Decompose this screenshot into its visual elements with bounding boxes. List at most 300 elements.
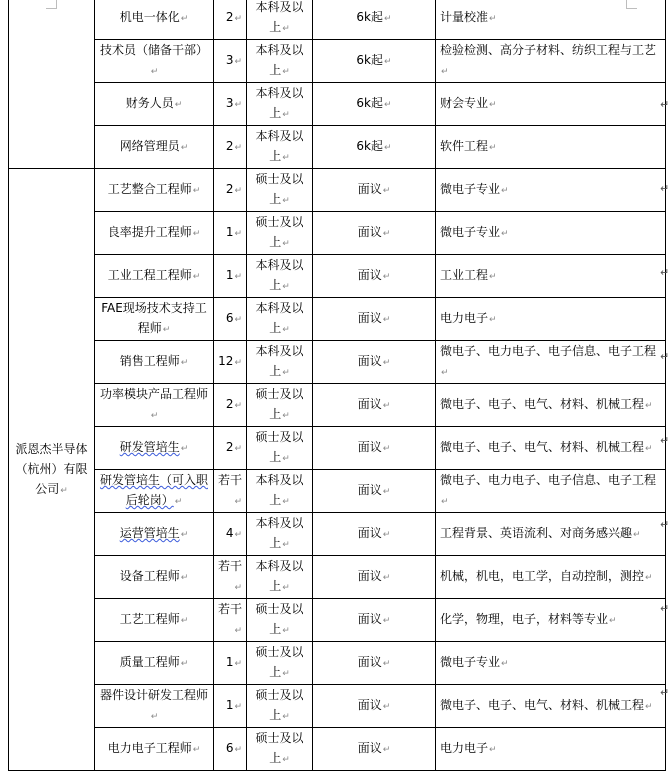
education-cell-text: 硕士及以上	[255, 731, 304, 765]
salary-cell	[313, 212, 436, 255]
position-cell	[95, 126, 214, 169]
position-cell	[95, 685, 214, 728]
paragraph-mark: ↵	[282, 583, 290, 593]
paragraph-mark: ↵	[192, 745, 201, 755]
row-end-mark: ↵	[660, 98, 670, 111]
table-row	[9, 599, 666, 642]
paragraph-mark: ↵	[441, 368, 449, 378]
table-row	[9, 728, 666, 771]
education-cell-text: 本科及以上	[255, 129, 304, 163]
major-cell-text: 微电子、电子、电气、材料、机械工程	[440, 440, 645, 454]
major-cell	[436, 470, 666, 513]
paragraph-mark: ↵	[489, 315, 497, 325]
table-row	[9, 427, 666, 470]
paragraph-mark: ↵	[384, 57, 392, 67]
paragraph-mark: ↵	[192, 272, 201, 282]
position-cell	[95, 169, 214, 212]
salary-cell-text: 面议	[357, 354, 382, 368]
position-cell	[95, 556, 214, 599]
count-cell	[214, 298, 247, 341]
paragraph-mark: ↵	[382, 659, 391, 669]
paragraph-mark: ↵	[60, 485, 68, 496]
paragraph-mark: ↵	[382, 487, 391, 497]
major-cell-text: 微电子专业	[440, 225, 501, 239]
salary-cell	[313, 384, 436, 427]
major-cell	[436, 513, 666, 556]
education-cell-text: 硕士及以上	[255, 215, 304, 249]
count-cell-text: 3	[225, 96, 234, 110]
education-cell-text: 硕士及以上	[255, 602, 304, 636]
position-cell	[95, 212, 214, 255]
education-cell	[247, 384, 313, 427]
salary-cell-text: 6k起	[356, 10, 384, 24]
table-row	[9, 556, 666, 599]
row-end-mark: ↵	[660, 602, 670, 615]
salary-cell	[313, 513, 436, 556]
major-cell-text: 工业工程	[440, 268, 489, 282]
salary-cell	[313, 599, 436, 642]
paragraph-mark: ↵	[234, 14, 242, 24]
table-row	[9, 470, 666, 513]
paragraph-mark: ↵	[609, 616, 617, 626]
paragraph-mark: ↵	[180, 659, 189, 669]
paragraph-mark: ↵	[645, 444, 653, 454]
salary-cell-text: 面议	[357, 655, 382, 669]
paragraph-mark: ↵	[382, 573, 391, 583]
count-cell	[214, 212, 247, 255]
position-cell	[95, 642, 214, 685]
salary-cell	[313, 126, 436, 169]
education-cell-text: 本科及以上	[255, 301, 304, 335]
paragraph-mark: ↵	[282, 411, 290, 421]
paragraph-mark: ↵	[382, 358, 391, 368]
major-cell	[436, 126, 666, 169]
position-cell-text: 财务人员	[125, 96, 174, 110]
count-cell-text: 1	[225, 698, 234, 712]
position-cell-text: FAE现场技术支持工程师	[101, 301, 207, 335]
table-row	[9, 513, 666, 556]
paragraph-mark: ↵	[180, 358, 189, 368]
table-row	[9, 642, 666, 685]
position-cell	[95, 599, 214, 642]
position-cell-text: 工艺整合工程师	[107, 182, 192, 196]
salary-cell-text: 面议	[357, 440, 382, 454]
major-cell-text: 电力电子	[440, 741, 489, 755]
paragraph-mark: ↵	[282, 325, 290, 335]
major-cell-text: 电力电子	[440, 311, 489, 325]
major-cell	[436, 642, 666, 685]
education-cell	[247, 685, 313, 728]
row-end-mark: ↵	[660, 686, 670, 699]
education-cell-text: 本科及以上	[255, 473, 304, 507]
education-cell	[247, 0, 313, 40]
table-row	[9, 0, 666, 40]
salary-cell-text: 面议	[357, 268, 382, 282]
education-cell-text: 本科及以上	[255, 86, 304, 120]
position-cell-text: 研发管培生	[119, 440, 180, 454]
major-cell	[436, 728, 666, 771]
major-cell-text: 微电子专业	[440, 655, 501, 669]
paragraph-mark: ↵	[382, 229, 391, 239]
major-cell	[436, 341, 666, 384]
education-cell-text: 本科及以上	[255, 559, 304, 593]
paragraph-mark: ↵	[234, 745, 242, 755]
position-cell	[95, 384, 214, 427]
count-cell-text: 2	[225, 139, 234, 153]
paragraph-mark: ↵	[180, 616, 189, 626]
paragraph-mark: ↵	[382, 272, 391, 282]
paragraph-mark: ↵	[441, 67, 449, 77]
position-cell	[95, 255, 214, 298]
education-cell	[247, 427, 313, 470]
paragraph-mark: ↵	[382, 745, 391, 755]
education-cell-text: 硕士及以上	[255, 172, 304, 206]
paragraph-mark: ↵	[162, 325, 171, 335]
paragraph-mark: ↵	[180, 444, 189, 454]
paragraph-mark: ↵	[282, 712, 290, 722]
count-cell	[214, 169, 247, 212]
table-row	[9, 83, 666, 126]
count-cell-text: 6	[225, 741, 234, 755]
salary-cell	[313, 427, 436, 470]
paragraph-mark: ↵	[282, 239, 290, 249]
salary-cell	[313, 40, 436, 83]
major-cell-text: 化学，物理，电子，材料等专业	[440, 612, 609, 626]
count-cell-text: 3	[225, 53, 234, 67]
education-cell-text: 本科及以上	[255, 516, 304, 550]
salary-cell-text: 6k起	[356, 139, 384, 153]
salary-cell-text: 面议	[357, 225, 382, 239]
paragraph-mark: ↵	[384, 100, 392, 110]
salary-cell	[313, 642, 436, 685]
count-cell	[214, 40, 247, 83]
major-cell-text: 财会专业	[440, 96, 489, 110]
count-cell-text: 4	[225, 526, 234, 540]
row-end-mark: ↵	[660, 182, 670, 195]
education-cell	[247, 169, 313, 212]
paragraph-mark: ↵	[180, 14, 189, 24]
count-cell-text: 若干	[218, 602, 243, 616]
salary-cell-text: 面议	[357, 483, 382, 497]
paragraph-mark: ↵	[174, 100, 183, 110]
paragraph-mark: ↵	[489, 14, 497, 24]
education-cell	[247, 556, 313, 599]
salary-cell-text: 面议	[357, 569, 382, 583]
company-name-cell	[9, 169, 95, 771]
count-cell	[214, 384, 247, 427]
paragraph-mark: ↵	[282, 540, 290, 550]
count-cell	[214, 556, 247, 599]
education-cell-text: 本科及以上	[255, 258, 304, 292]
count-cell-text: 若干	[218, 559, 243, 573]
education-cell	[247, 470, 313, 513]
count-cell	[214, 642, 247, 685]
salary-cell-text: 面议	[357, 526, 382, 540]
position-cell	[95, 0, 214, 40]
position-cell-text: 工业工程工程师	[107, 268, 192, 282]
education-cell-text: 硕士及以上	[255, 430, 304, 464]
paragraph-mark: ↵	[234, 401, 242, 411]
position-cell	[95, 427, 214, 470]
table-row	[9, 169, 666, 212]
paragraph-mark: ↵	[282, 67, 290, 77]
position-cell	[95, 470, 214, 513]
paragraph-mark: ↵	[282, 755, 290, 765]
company-cell-blank	[9, 0, 95, 169]
paragraph-mark: ↵	[382, 444, 391, 454]
paragraph-mark: ↵	[180, 530, 189, 540]
table-row	[9, 341, 666, 384]
paragraph-mark: ↵	[282, 153, 290, 163]
paragraph-mark: ↵	[645, 702, 653, 712]
education-cell	[247, 728, 313, 771]
count-cell-text: 1	[225, 655, 234, 669]
count-cell-text: 6	[225, 311, 234, 325]
education-cell	[247, 513, 313, 556]
row-end-mark: ↵	[660, 266, 670, 279]
paragraph-mark: ↵	[234, 100, 242, 110]
paragraph-mark: ↵	[382, 401, 391, 411]
position-cell-text: 运营管培生	[119, 526, 180, 540]
paragraph-mark: ↵	[501, 229, 509, 239]
paragraph-mark: ↵	[234, 229, 242, 239]
paragraph-mark: ↵	[234, 444, 242, 454]
paragraph-mark: ↵	[282, 454, 290, 464]
major-cell-text: 计量校准	[440, 10, 489, 24]
paragraph-mark: ↵	[441, 497, 449, 507]
paragraph-mark: ↵	[282, 110, 290, 120]
major-cell	[436, 40, 666, 83]
count-cell	[214, 126, 247, 169]
row-end-mark: ↵	[660, 350, 670, 363]
paragraph-mark: ↵	[282, 497, 290, 507]
major-cell	[436, 169, 666, 212]
position-cell-text: 良率提升工程师	[107, 225, 192, 239]
paragraph-mark: ↵	[645, 401, 653, 411]
major-cell	[436, 599, 666, 642]
count-cell-text: 1	[225, 268, 234, 282]
position-cell-text: 技术员（储备干部）	[99, 43, 208, 57]
table-row	[9, 40, 666, 83]
major-cell-text: 检验检测、高分子材料、纺织工程与工艺	[440, 43, 657, 57]
salary-cell	[313, 83, 436, 126]
major-cell-text: 机械，机电，电工学，自动控制，测控	[440, 569, 645, 583]
count-cell	[214, 470, 247, 513]
paragraph-mark: ↵	[382, 530, 391, 540]
education-cell-text: 硕士及以上	[255, 688, 304, 722]
paragraph-mark: ↵	[234, 659, 242, 669]
salary-cell-text: 面议	[357, 182, 382, 196]
row-end-mark: ↵	[660, 518, 670, 531]
salary-cell-text: 6k起	[356, 96, 384, 110]
major-cell-text: 工程背景、英语流利、对商务感兴趣	[440, 526, 633, 540]
count-cell	[214, 83, 247, 126]
major-cell-text: 微电子、电力电子、电子信息、电子工程	[440, 473, 657, 487]
table-row	[9, 298, 666, 341]
count-cell-text: 2	[225, 397, 234, 411]
salary-cell-text: 面议	[357, 311, 382, 325]
education-cell-text: 硕士及以上	[255, 387, 304, 421]
count-cell	[214, 0, 247, 40]
count-cell-text: 2	[225, 182, 234, 196]
count-cell	[214, 427, 247, 470]
position-cell	[95, 728, 214, 771]
paragraph-mark: ↵	[180, 573, 189, 583]
table-row	[9, 212, 666, 255]
paragraph-mark: ↵	[150, 712, 159, 722]
paragraph-mark: ↵	[192, 186, 201, 196]
education-cell-text: 本科及以上	[255, 43, 304, 77]
position-cell	[95, 513, 214, 556]
paragraph-mark: ↵	[282, 669, 290, 679]
salary-cell	[313, 0, 436, 40]
salary-cell	[313, 255, 436, 298]
salary-cell	[313, 556, 436, 599]
count-cell	[214, 255, 247, 298]
salary-cell-text: 面议	[357, 612, 382, 626]
table-row	[9, 384, 666, 427]
position-cell	[95, 298, 214, 341]
position-cell-text: 销售工程师	[119, 354, 180, 368]
salary-cell	[313, 470, 436, 513]
paragraph-mark: ↵	[282, 196, 290, 206]
count-cell	[214, 599, 247, 642]
paragraph-mark: ↵	[282, 368, 290, 378]
count-cell-text: 12	[218, 354, 234, 368]
salary-cell	[313, 728, 436, 771]
count-cell-text: 2	[225, 440, 234, 454]
education-cell	[247, 212, 313, 255]
table-row	[9, 685, 666, 728]
major-cell	[436, 212, 666, 255]
major-cell-text: 微电子专业	[440, 182, 501, 196]
salary-cell-text: 面议	[357, 397, 382, 411]
paragraph-mark: ↵	[382, 702, 391, 712]
major-cell	[436, 298, 666, 341]
salary-cell	[313, 341, 436, 384]
salary-cell	[313, 685, 436, 728]
paragraph-mark: ↵	[282, 626, 290, 636]
count-cell	[214, 341, 247, 384]
paragraph-mark: ↵	[180, 143, 189, 153]
row-end-mark: ↵	[660, 434, 670, 447]
paragraph-mark: ↵	[382, 186, 391, 196]
paragraph-mark: ↵	[489, 100, 497, 110]
count-cell	[214, 685, 247, 728]
paragraph-mark: ↵	[234, 583, 242, 593]
major-cell-text: 软件工程	[440, 139, 489, 153]
education-cell	[247, 126, 313, 169]
major-cell	[436, 255, 666, 298]
education-cell	[247, 83, 313, 126]
major-cell	[436, 556, 666, 599]
table-row	[9, 126, 666, 169]
paragraph-mark: ↵	[234, 143, 242, 153]
paragraph-mark: ↵	[234, 626, 242, 636]
major-cell	[436, 83, 666, 126]
paragraph-mark: ↵	[234, 530, 242, 540]
paragraph-mark: ↵	[234, 497, 242, 507]
table-row	[9, 255, 666, 298]
count-cell	[214, 513, 247, 556]
position-cell-text: 工艺工程师	[119, 612, 180, 626]
paragraph-mark: ↵	[234, 315, 242, 325]
paragraph-mark: ↵	[489, 143, 497, 153]
education-cell	[247, 255, 313, 298]
position-cell	[95, 341, 214, 384]
count-cell-text: 若干	[218, 473, 243, 487]
major-cell-text: 微电子、电力电子、电子信息、电子工程	[440, 344, 657, 358]
position-cell-text: 电力电子工程师	[107, 741, 192, 755]
recruitment-table	[8, 0, 666, 771]
paragraph-mark: ↵	[645, 573, 653, 583]
paragraph-mark: ↵	[150, 411, 159, 421]
paragraph-mark: ↵	[384, 143, 392, 153]
major-cell-text: 微电子、电子、电气、材料、机械工程	[440, 698, 645, 712]
paragraph-mark: ↵	[234, 702, 242, 712]
paragraph-mark: ↵	[489, 745, 497, 755]
paragraph-mark: ↵	[282, 24, 290, 34]
position-cell	[95, 40, 214, 83]
paragraph-mark: ↵	[489, 272, 497, 282]
education-cell	[247, 599, 313, 642]
paragraph-mark: ↵	[282, 282, 290, 292]
salary-cell-text: 面议	[357, 741, 382, 755]
education-cell-text: 本科及以上	[255, 0, 304, 34]
paragraph-mark: ↵	[234, 57, 242, 67]
paragraph-mark: ↵	[382, 616, 391, 626]
education-cell	[247, 40, 313, 83]
count-cell-text: 1	[225, 225, 234, 239]
position-cell-text: 网络管理员	[119, 139, 180, 153]
education-cell-text: 本科及以上	[255, 344, 304, 378]
company-name: 派恩杰半导体（杭州）有限公司	[15, 441, 88, 496]
salary-cell-text: 6k起	[356, 53, 384, 67]
paragraph-mark: ↵	[192, 229, 201, 239]
education-cell	[247, 298, 313, 341]
paragraph-mark: ↵	[234, 358, 242, 368]
position-cell	[95, 83, 214, 126]
position-cell-text: 功率模块产品工程师	[99, 387, 208, 401]
paragraph-mark: ↵	[174, 497, 183, 507]
education-cell	[247, 642, 313, 685]
paragraph-mark: ↵	[633, 530, 641, 540]
paragraph-mark: ↵	[234, 186, 242, 196]
paragraph-mark: ↵	[382, 315, 391, 325]
paragraph-mark: ↵	[501, 186, 509, 196]
position-cell-text: 设备工程师	[119, 569, 180, 583]
major-cell-text: 微电子、电子、电气、材料、机械工程	[440, 397, 645, 411]
count-cell	[214, 728, 247, 771]
count-cell-text: 2	[225, 10, 234, 24]
position-cell-text: 研发管培生（可入职后轮岗）	[99, 473, 208, 507]
education-cell	[247, 341, 313, 384]
position-cell-text: 质量工程师	[119, 655, 180, 669]
salary-cell-text: 面议	[357, 698, 382, 712]
paragraph-mark: ↵	[501, 659, 509, 669]
paragraph-mark: ↵	[234, 272, 242, 282]
paragraph-mark: ↵	[150, 67, 159, 77]
position-cell-text: 机电一体化	[119, 10, 180, 24]
major-cell	[436, 0, 666, 40]
salary-cell	[313, 298, 436, 341]
major-cell	[436, 384, 666, 427]
education-cell-text: 硕士及以上	[255, 645, 304, 679]
major-cell	[436, 427, 666, 470]
major-cell	[436, 685, 666, 728]
salary-cell	[313, 169, 436, 212]
paragraph-mark: ↵	[384, 14, 392, 24]
